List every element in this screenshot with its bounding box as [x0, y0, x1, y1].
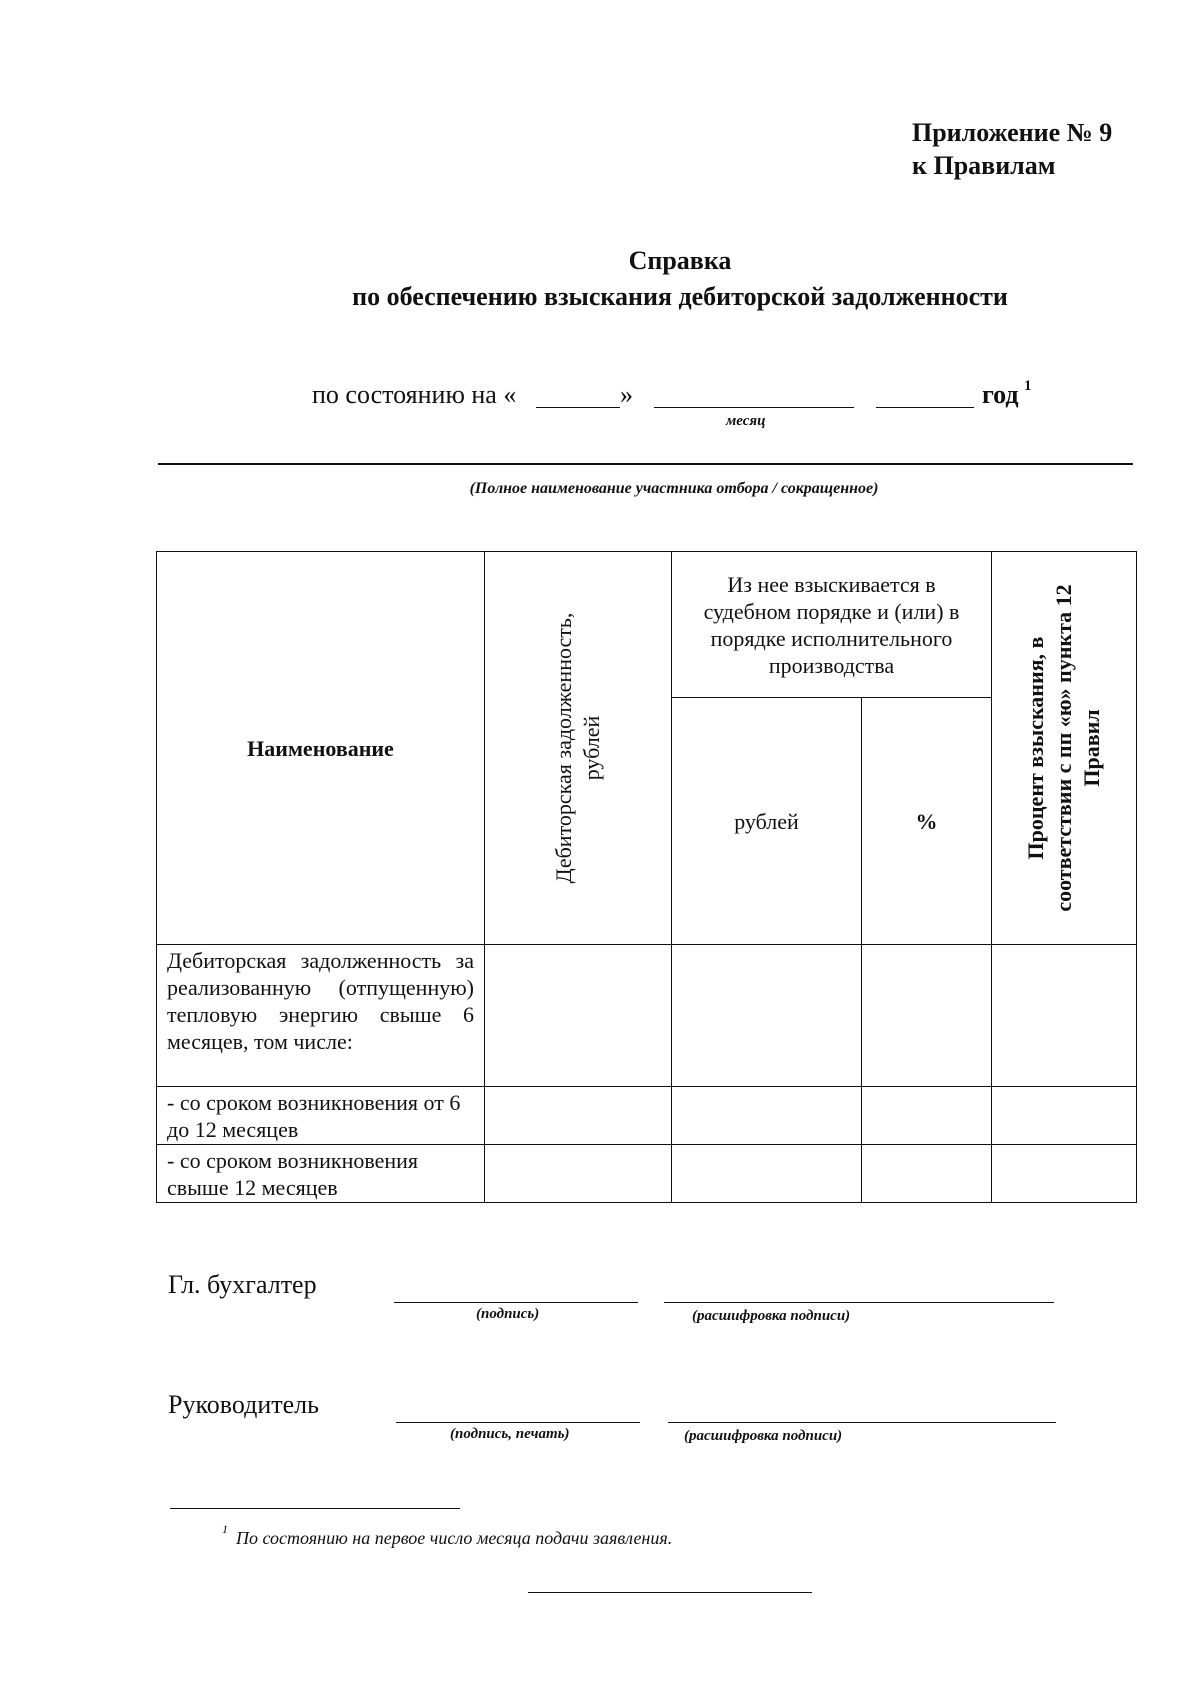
accountant-signature-caption: (подпись): [476, 1306, 540, 1322]
header-recovery-percent-line1: Процент взыскания, в: [1023, 636, 1048, 860]
header-rubles: рублей: [672, 698, 862, 945]
header-name: Наименование: [157, 552, 485, 945]
appendix-header: [912, 116, 1112, 182]
row-debt-cell[interactable]: [485, 945, 672, 1087]
header-percent: %: [862, 698, 992, 945]
footnote-number: 1: [222, 1522, 228, 1536]
header-recovery-percent-line2: соответствии с пп «ю» пункта 12: [1051, 584, 1076, 912]
head-decoding-caption: (расшифровка подписи): [684, 1428, 843, 1444]
bottom-separator: [528, 1592, 812, 1593]
row-label: - со сроком возникновения свыше 12 месяцев: [157, 1145, 485, 1203]
head-decoding-field[interactable]: [668, 1422, 1056, 1423]
accountant-decoding-caption: (расшифровка подписи): [692, 1308, 851, 1324]
month-caption: месяц: [726, 413, 766, 429]
row-recovery-percent-cell[interactable]: [992, 945, 1137, 1087]
header-debt-unit: рублей: [579, 715, 604, 781]
row-rubles-cell[interactable]: [672, 1145, 862, 1203]
year-field[interactable]: [876, 407, 974, 408]
footnote-separator: [170, 1508, 460, 1509]
appendix-rules-ref: к Правилам: [912, 151, 1056, 180]
date-prefix: по состоянию на «: [312, 380, 517, 409]
head-signature-caption: (подпись, печать): [450, 1426, 570, 1442]
document-title: Справка: [628, 246, 732, 275]
accountant-label: Гл. бухгалтер: [168, 1270, 317, 1299]
row-rubles-cell[interactable]: [672, 1087, 862, 1145]
header-recovery-group-line3: порядке исполнительного: [710, 625, 953, 651]
row-debt-cell[interactable]: [485, 1087, 672, 1145]
month-field[interactable]: [654, 407, 854, 408]
row-debt-cell[interactable]: [485, 1145, 672, 1203]
header-recovery-percent-line3: Правил: [1079, 709, 1104, 787]
accountant-signature-field[interactable]: [394, 1302, 638, 1303]
organization-caption: (Полное наименование участника отбора / сокращенное): [469, 480, 879, 497]
appendix-number: Приложение № 9: [912, 118, 1113, 147]
footnote-text: По состоянию на первое число месяца подачи заявления.: [236, 1528, 673, 1548]
row-label: Дебиторская задолженность за реализованную (отпущенную) тепловую энергию свыше 6 месяцев, том числе:: [157, 945, 485, 1087]
day-field[interactable]: [536, 407, 620, 408]
row-recovery-percent-cell[interactable]: [992, 1145, 1137, 1203]
row-recovery-percent-cell[interactable]: [992, 1087, 1137, 1145]
table-row: [157, 945, 1137, 1087]
footnote-mark: 1: [1024, 378, 1032, 394]
date-close-quote: »: [620, 380, 633, 409]
head-label: Руководитель: [168, 1390, 319, 1419]
header-debt: [485, 552, 672, 945]
table-row: [157, 1145, 1137, 1203]
receivables-table: [156, 551, 1137, 1203]
header-recovery-group: [672, 552, 992, 698]
table-row: [157, 1087, 1137, 1145]
header-recovery-group-line1: Из нее взыскивается в: [727, 571, 936, 597]
year-label: год: [982, 380, 1019, 409]
header-recovery-group-line4: производства: [768, 652, 895, 678]
header-recovery-percent: [992, 552, 1137, 945]
row-percent-cell[interactable]: [862, 1145, 992, 1203]
accountant-decoding-field[interactable]: [664, 1302, 1054, 1303]
organization-name-field[interactable]: [158, 463, 1133, 465]
header-recovery-group-line2: судебном порядке и (или) в: [703, 598, 960, 624]
row-rubles-cell[interactable]: [672, 945, 862, 1087]
row-label: - со сроком возникновения от 6 до 12 месяцев: [157, 1087, 485, 1145]
document-subtitle: по обеспечению взыскания дебиторской задолженности: [352, 282, 1008, 311]
row-percent-cell[interactable]: [862, 945, 992, 1087]
row-percent-cell[interactable]: [862, 1087, 992, 1145]
head-signature-field[interactable]: [396, 1422, 640, 1423]
header-debt-label: Дебиторская задолженность,: [551, 612, 576, 884]
